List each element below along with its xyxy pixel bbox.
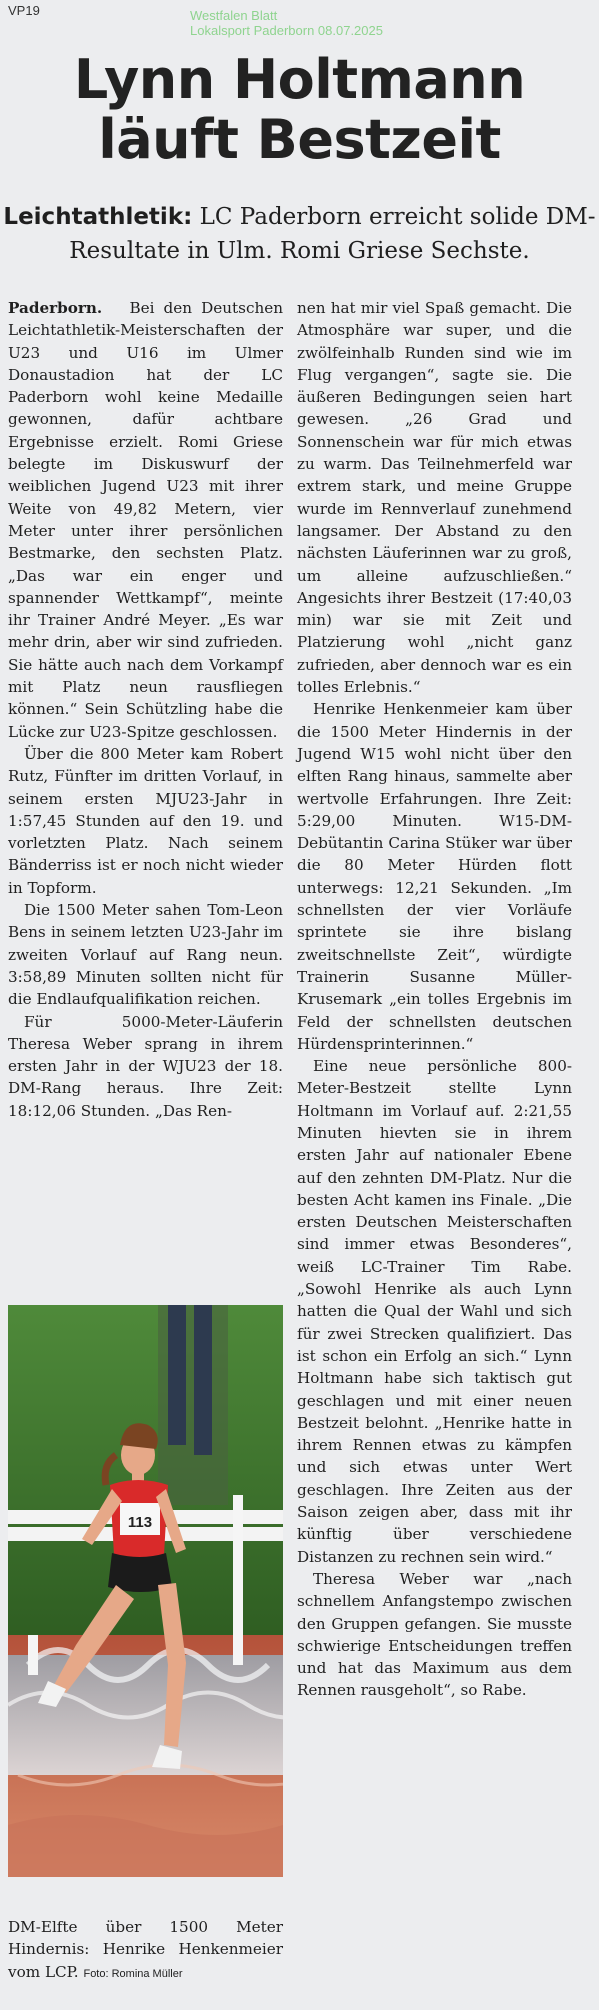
subhead-kicker: Leichtathletik: — [3, 204, 193, 230]
paragraph-text: Bei den Deutschen Leichtathletik-Meisterschaften der U23 und U16 im Ulmer Donaustadion hat der LC Paderborn wohl keine Medaille gewonnen, dafür achtbare Ergebnisse erzielt. Romi Griese belegte im Diskuswurf der weiblichen Jugend U23 mit ihrer Weite von 49,82 Metern, vier Meter unter ihrer persönlichen Bestmarke, den sechsten Platz. „Das war ein enger und spannender Wettkampf“, meinte ihr Trainer André Meyer. „Es war mehr drin, aber wir sind zufrieden. Sie hätte auch nach dem Vorkampf mit Platz neun rausfliegen können.“ Sein Schützling habe die Lücke zur U23-Spitze geschlossen. — [8, 299, 283, 741]
photo-steeplechase-runner — [8, 1305, 283, 1877]
headline-line-1: Lynn Holtmann — [73, 48, 526, 111]
source-watermark — [190, 8, 383, 38]
caption-text: DM-Elfte über 1500 Meter Hindernis: Henrike Henkenmeier vom LCP. — [8, 1918, 283, 1981]
dateline: Paderborn. — [8, 299, 103, 317]
headline-line-2: läuft Bestzeit — [98, 108, 501, 171]
bib-number: 113 — [127, 1514, 153, 1531]
article-paragraph: Die 1500 Meter sahen Tom-Leon Bens in seinem letzten U23-Jahr im zweiten Vorlauf auf Rang neun. 3:58,89 Minuten sollten nicht für die Endlaufqualifikation reichen. — [8, 901, 283, 1009]
photo-caption — [8, 1916, 283, 1985]
article-paragraph: Für 5000-Meter-Läuferin Theresa Weber sprang in ihrem ersten Jahr in der WJU23 der 18. DM-Rang heraus. Ihre Zeit: 18:12,06 Stunden. „Das Ren- — [8, 1012, 283, 1120]
subheadline — [0, 200, 599, 268]
subhead-text: LC Paderborn erreicht solide DM-Resultate in Ulm. Romi Griese Sechste. — [69, 204, 596, 264]
photo-credit: Foto: Romina Müller — [83, 1967, 183, 1980]
article-paragraph: Eine neue persönliche 800-Meter-Bestzeit stellte Lynn Holtmann im Vorlauf auf. 2:21,55 Minuten hievten sie in ihrem ersten Jahr auf nationaler Ebene auf den zehnten DM-Platz. Nur die besten Acht kamen ins Finale. „Die ersten Deutschen Meisterschaften sind immer etwas Besonderes“, weiß LC-Trainer Tim Rabe. „Sowohl Henrike als auch Lynn hatten die Qual der Wahl und sich für zwei Strecken qualifiziert. Das ist schon ein Erfolg an sich.“ Lynn Holtmann habe sich taktisch gut geschlagen und mit einer neuen Bestzeit belohnt. „Henrike hatte in ihrem Rennen etwas zu kämpfen und sich etwas unter Wert geschlagen. Ihre Zeiten aus der Saison zeigen aber, dass mit ihr künftig über verschiedene Distanzen zu rechnen sein wird.“ — [297, 1057, 572, 1566]
article-paragraph: Theresa Weber war „nach schnellem Anfangstempo zwischen den Gruppen gefangen. Sie musste schwierige Entscheidungen treffen und hat das Maximum aus dem Rennen rausgeholt“, so Rabe. — [297, 1569, 572, 1700]
article-photo — [8, 1305, 283, 1877]
article-column-left — [8, 297, 283, 1122]
publication-name: Westfalen Blatt — [190, 8, 278, 23]
article-paragraph — [8, 297, 283, 743]
page-id: VP19 — [8, 3, 40, 18]
article-paragraph: Über die 800 Meter kam Robert Rutz, Fünfter im dritten Vorlauf, in seinem ersten MJU23-Jahr in 1:57,45 Stunden auf den 19. und vorletzten Platz. Nach seinem Bänderriss ist er noch nicht wieder in Topform. — [8, 744, 283, 897]
article-paragraph: Henrike Henkenmeier kam über die 1500 Meter Hindernis in der Jugend W15 wohl nicht über den elften Rang hinaus, sammelte aber wertvolle Erfahrungen. Ihre Zeit: 5:29,00 Minuten. W15-DM-Debütantin Carina Stüker war über die 80 Meter Hürden flott unterwegs: 12,21 Sekunden. „Im schnellsten der vier Vorläufe sprintete sie ihre bislang zweitschnellste Zeit“, würdigte Trainerin Susanne Müller-Krusemark „ein tolles Ergebnis im Feld der schnellsten deutschen Hürdensprinterinnen.“ — [297, 700, 572, 1053]
headline — [0, 50, 599, 170]
article-column-right — [297, 297, 572, 1702]
article-paragraph: nen hat mir viel Spaß gemacht. Die Atmosphäre war super, und die zwölfeinhalb Runden sind wie im Flug vergangen“, sagte sie. Die äußeren Bedingungen seien hart gewesen. „26 Grad und Sonnenschein war für mich etwas zu warm. Das Teilnehmerfeld war extrem stark, und meine Gruppe wurde im Rennverlauf zunehmend langsamer. Der Abstand zu den nächsten Läuferinnen war zu groß, um alleine aufzuschließen.“ Angesichts ihrer Bestzeit (17:40,03 min) war sie mit Zeit und Platzierung wohl „nicht ganz zufrieden, aber dennoch war es ein tolles Erlebnis.“ — [297, 299, 572, 697]
section-date: Lokalsport Paderborn 08.07.2025 — [190, 23, 383, 38]
